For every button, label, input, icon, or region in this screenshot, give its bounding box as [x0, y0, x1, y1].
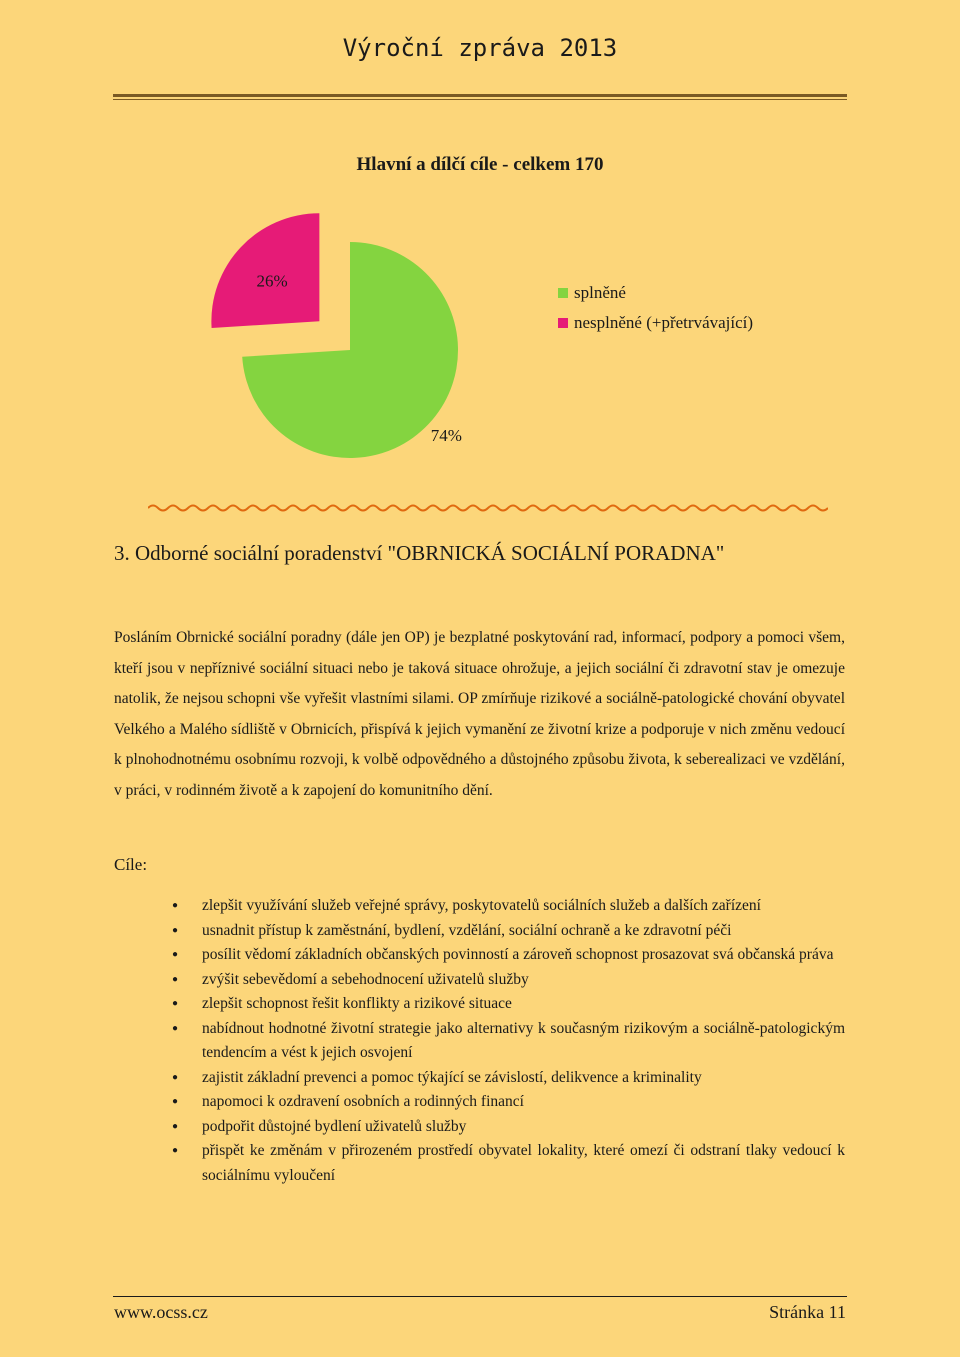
section-paragraph: Posláním Obrnické sociální poradny (dále jen OP) je bezplatné poskytování rad, informací, podpory a pomoci všem, kteří jsou v nepříznivé sociální situaci nebo je taková situace ohrožuje, a jejich sociální či zdravotní stav je omezuje natolik, že nejsou schopni vše vyřešit vlastními silami. OP zmírňuje rizikové a sociálně-patologické chování obyvatel Velkého a Malého sídliště v Obrnicích, přispívá k jejich vymanění ze životní krize a podporuje v nich změnu vedoucí k plnohodnotnému osobnímu rozvoji, k volbě odpovědného a důstojného způsobu života, k seberealizaci ve vzdělání, v práci, v rodinném životě a k zapojení do komunitního dění.: [114, 629, 845, 799]
legend-label-nesplnene: nesplněné (+přetrvávající): [574, 313, 754, 332]
pie-label-0: 74%: [430, 425, 462, 445]
list-item: ● zvýšit sebevědomí a sebehodnocení uživatelů služby: [114, 968, 845, 993]
list-item: ● zajistit základní prevenci a pomoc týkající se závislostí, delikvence a kriminality: [114, 1066, 845, 1091]
footer-website: www.ocss.cz: [114, 1302, 208, 1322]
decorative-squiggle-divider: [148, 500, 828, 516]
header-divider: [113, 94, 847, 97]
footer-divider: [113, 1296, 847, 1297]
list-item: ● nabídnout hodnotné životní strategie jako alternativy k současným rizikovým a sociálně-patologickým tendencím a vést k jejich osvojení: [114, 1017, 845, 1066]
list-item: ● přispět ke změnám v přirozeném prostředí obyvatel lokality, které omezí či odstraní tlaky vedoucí k sociálnímu vyloučení: [114, 1139, 845, 1188]
pie-label-1: 26%: [256, 271, 288, 291]
list-item: ● zlepšit schopnost řešit konflikty a rizikové situace: [114, 992, 845, 1017]
list-item: ● zlepšit využívání služeb veřejné správy, poskytovatelů sociálních služeb a dalších zařízení: [114, 894, 845, 919]
list-item: ● napomoci k ozdravení osobních a rodinných financí: [114, 1090, 845, 1115]
legend-item-splnene: [558, 278, 753, 308]
legend-swatch-nesplnene: [558, 318, 568, 328]
goals-list: [114, 894, 845, 1188]
list-item: ● usnadnit přístup k zaměstnání, bydlení, vzdělání, sociální ochraně a ke zdravotní péči: [114, 919, 845, 944]
pie-chart: [180, 190, 500, 510]
section-heading: 3. Odborné sociální poradenství "OBRNICKÁ SOCIÁLNÍ PORADNA": [114, 541, 725, 565]
chart-legend: [558, 278, 753, 338]
page-header-title: Výroční zpráva 2013: [342, 34, 618, 62]
list-item: ● podpořit důstojné bydlení uživatelů služby: [114, 1115, 845, 1140]
legend-swatch-splnene: [558, 288, 568, 298]
list-item: ● posílit vědomí základních občanských povinností a zároveň schopnost prosazovat svá občanská práva: [114, 943, 845, 968]
legend-label-splnene: splněné: [574, 283, 626, 302]
goals-label: Cíle:: [114, 855, 148, 874]
footer-page-number: Stránka 11: [769, 1302, 846, 1322]
chart-title: Hlavní a dílčí cíle - celkem 170: [356, 154, 604, 175]
legend-item-nesplnene: [558, 308, 753, 338]
